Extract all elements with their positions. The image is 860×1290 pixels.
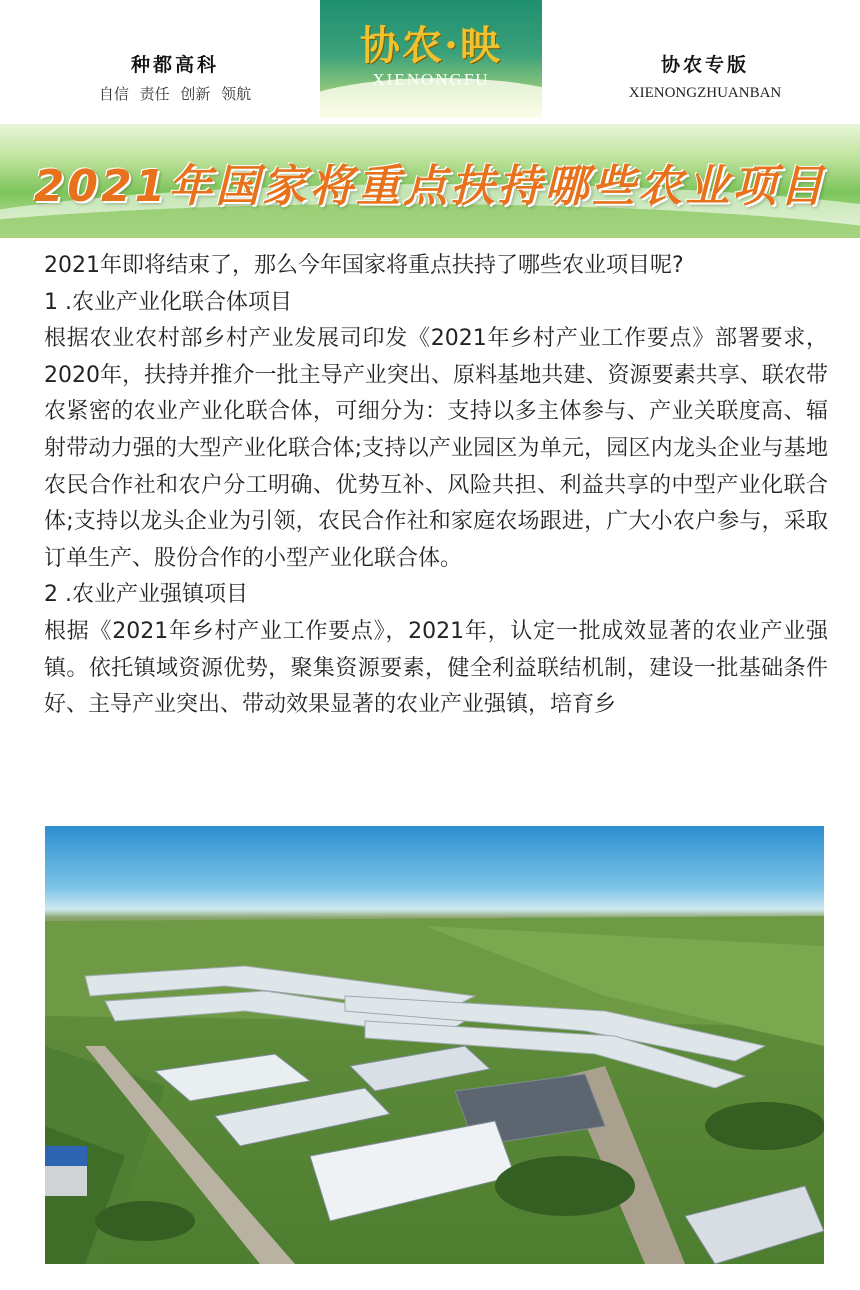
- brand-title: 协农·映: [360, 22, 502, 69]
- title-banner: [0, 124, 860, 238]
- section-body-1: 根据农业农村部乡村产业发展司印发《2021年乡村产业工作要点》部署要求，2020年，扶持并推介一批主导产业突出、原料基地共建、资源要素共享、联农带农紧密的农业产业化联合体，可细分为：支持以多主体参与、产业关联度高、辐射带动力强的大型产业化联合体;支持以产业园区为单元，园区内龙头企业与基地农民合作社和农户分工明确、优势互补、风险共担、利益共享的中型产业化联合体;支持以龙头企业为引领，农民合作社和家庭农场跟进，广大小农户参与，采取订单生产、股份合作的小型产业化联合体。: [44, 326, 828, 571]
- article-intro: 2021年即将结束了，那么今年国家将重点扶持了哪些农业项目呢?: [44, 253, 684, 278]
- section-body-2: 根据《2021年乡村产业工作要点》，2021年，认定一批成效显著的农业产业强镇。依托镇域资源优势，聚集资源要素，健全利益联结机制，建设一批基础条件好、主导产业突出、带动效果显著的农业产业强镇，培育乡: [44, 618, 828, 718]
- company-name: 种都高科: [130, 54, 219, 76]
- column-name: 协农专版: [660, 54, 749, 76]
- brand-title-en: XIENONGFU: [372, 70, 490, 89]
- brand-logo: [320, 0, 542, 118]
- masthead-right: [580, 50, 830, 102]
- section-heading-2: 2 .农业产业强镇项目: [44, 582, 248, 608]
- article-body: [44, 248, 828, 724]
- page-title: 2021年国家将重点扶持哪些农业项目: [33, 161, 827, 212]
- column-name-en: XIENONGZHUANBAN: [628, 85, 782, 101]
- greenhouse-aerial-photo: [45, 826, 824, 1264]
- masthead-left: [60, 50, 290, 104]
- section-heading-1: 1 .农业产业化联合体项目: [44, 289, 292, 315]
- company-motto: 自信 责任 创新 领航: [98, 85, 252, 103]
- masthead: [0, 0, 860, 120]
- photo-illustration: [45, 826, 824, 1264]
